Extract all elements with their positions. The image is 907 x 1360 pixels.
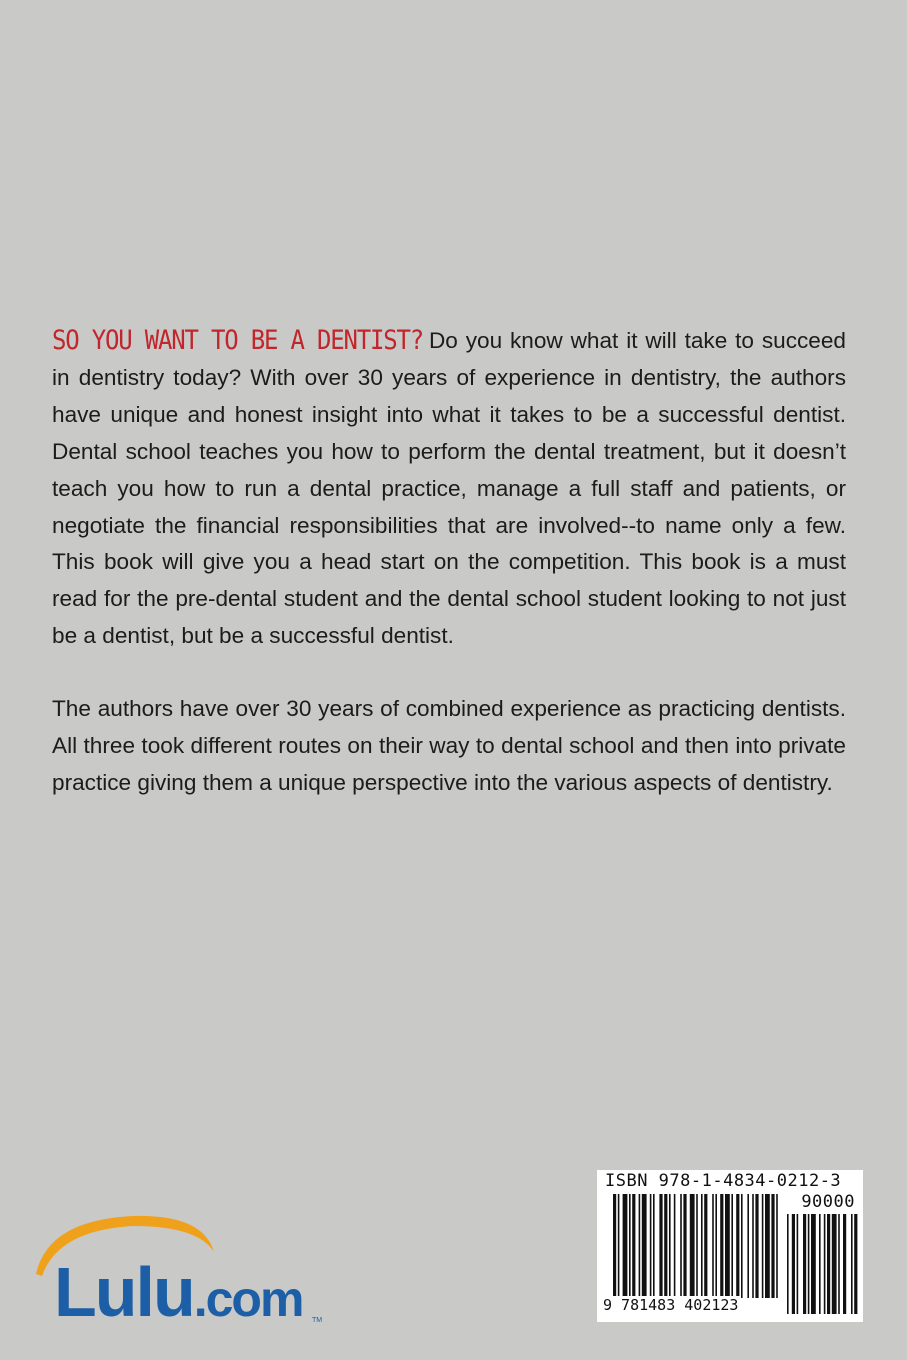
addon-bar (827, 1214, 830, 1314)
barcode-bar (725, 1194, 730, 1298)
blurb-paragraph-2: The authors have over 30 years of combined experience as practicing dentists. All three took different routes on their way to dental school and then into private practice giving them a unique perspective into the various aspects of dentistry. (52, 696, 846, 795)
barcode-bar (650, 1194, 652, 1298)
barcode-bar (741, 1194, 743, 1298)
barcode-bar (613, 1194, 616, 1298)
price-code: 90000 (801, 1192, 855, 1212)
barcode-bar (642, 1194, 647, 1298)
addon-bar (803, 1214, 806, 1314)
addon-bar (808, 1214, 810, 1314)
barcode-bar (736, 1194, 739, 1298)
addon-bar (792, 1214, 795, 1314)
logo-trademark: TM (312, 1317, 323, 1324)
barcode-bar (765, 1194, 770, 1298)
isbn-label: ISBN 978-1-4834-0212-3 (605, 1171, 842, 1191)
logo-wordmark (54, 1253, 302, 1331)
barcode-bar (674, 1194, 676, 1298)
barcode-bar (639, 1194, 641, 1298)
addon-bar (787, 1214, 789, 1314)
addon-bar (843, 1214, 846, 1314)
barcode-bar (712, 1194, 714, 1298)
barcode-bar (762, 1194, 764, 1298)
addon-bar (797, 1214, 799, 1314)
barcode-bar (664, 1194, 667, 1298)
addon-bar (838, 1214, 840, 1314)
barcode-bar (680, 1194, 682, 1298)
lulu-logo (28, 1212, 328, 1332)
barcode-bar (659, 1194, 662, 1298)
logo-suffix: .com (193, 1271, 303, 1327)
barcode-bar (623, 1194, 628, 1298)
barcode-bar (755, 1194, 758, 1298)
barcode-bar (629, 1194, 631, 1298)
barcode-bar (731, 1194, 733, 1298)
barcode-bar (720, 1194, 723, 1298)
addon-bar (851, 1214, 853, 1314)
barcode-bar (653, 1194, 655, 1298)
blurb-paragraph-1 (52, 322, 846, 655)
addon-bar (819, 1214, 821, 1314)
barcode-bar (690, 1194, 695, 1298)
addon-bar (854, 1214, 857, 1314)
barcode-bar (618, 1194, 620, 1298)
barcode-bar (683, 1194, 686, 1298)
barcode-bar (632, 1194, 635, 1298)
barcode-bar (771, 1194, 774, 1298)
barcode-bar (715, 1194, 717, 1298)
barcode-bar (669, 1194, 671, 1298)
addon-bar (811, 1214, 816, 1314)
barcode-bar (752, 1194, 754, 1298)
barcode-bar (704, 1194, 707, 1298)
back-cover-blurb (52, 322, 846, 802)
addon-bar (824, 1214, 826, 1314)
barcode-bar (701, 1194, 703, 1298)
addon-bar (832, 1214, 837, 1314)
logo-name: Lulu (54, 1253, 194, 1331)
blurb-headline: SO YOU WANT TO BE A DENTIST? (52, 324, 423, 356)
ean-digits: 9 781483 402123 (603, 1296, 739, 1314)
barcode-bar (696, 1194, 698, 1298)
isbn-barcode (597, 1170, 863, 1322)
blurb-paragraph-1-text: Do you know what it will take to succeed in dentistry today? With over 30 years of experience in dentistry, the authors have unique and honest insight into what it takes to be a successful dentist. Dental school teaches you how to perform the dental treatment, but it doesn’t teach you how to run a dental practice, manage a full staff and patients, or negotiate the financial responsibilities that are involved--to name only a few. This book will give you a head start on the competition. This book is a must read for the pre-dental student and the dental school student looking to not just be a dentist, but be a successful dentist. (52, 328, 846, 649)
barcode-bar (747, 1194, 749, 1298)
barcode-bar (776, 1194, 778, 1298)
